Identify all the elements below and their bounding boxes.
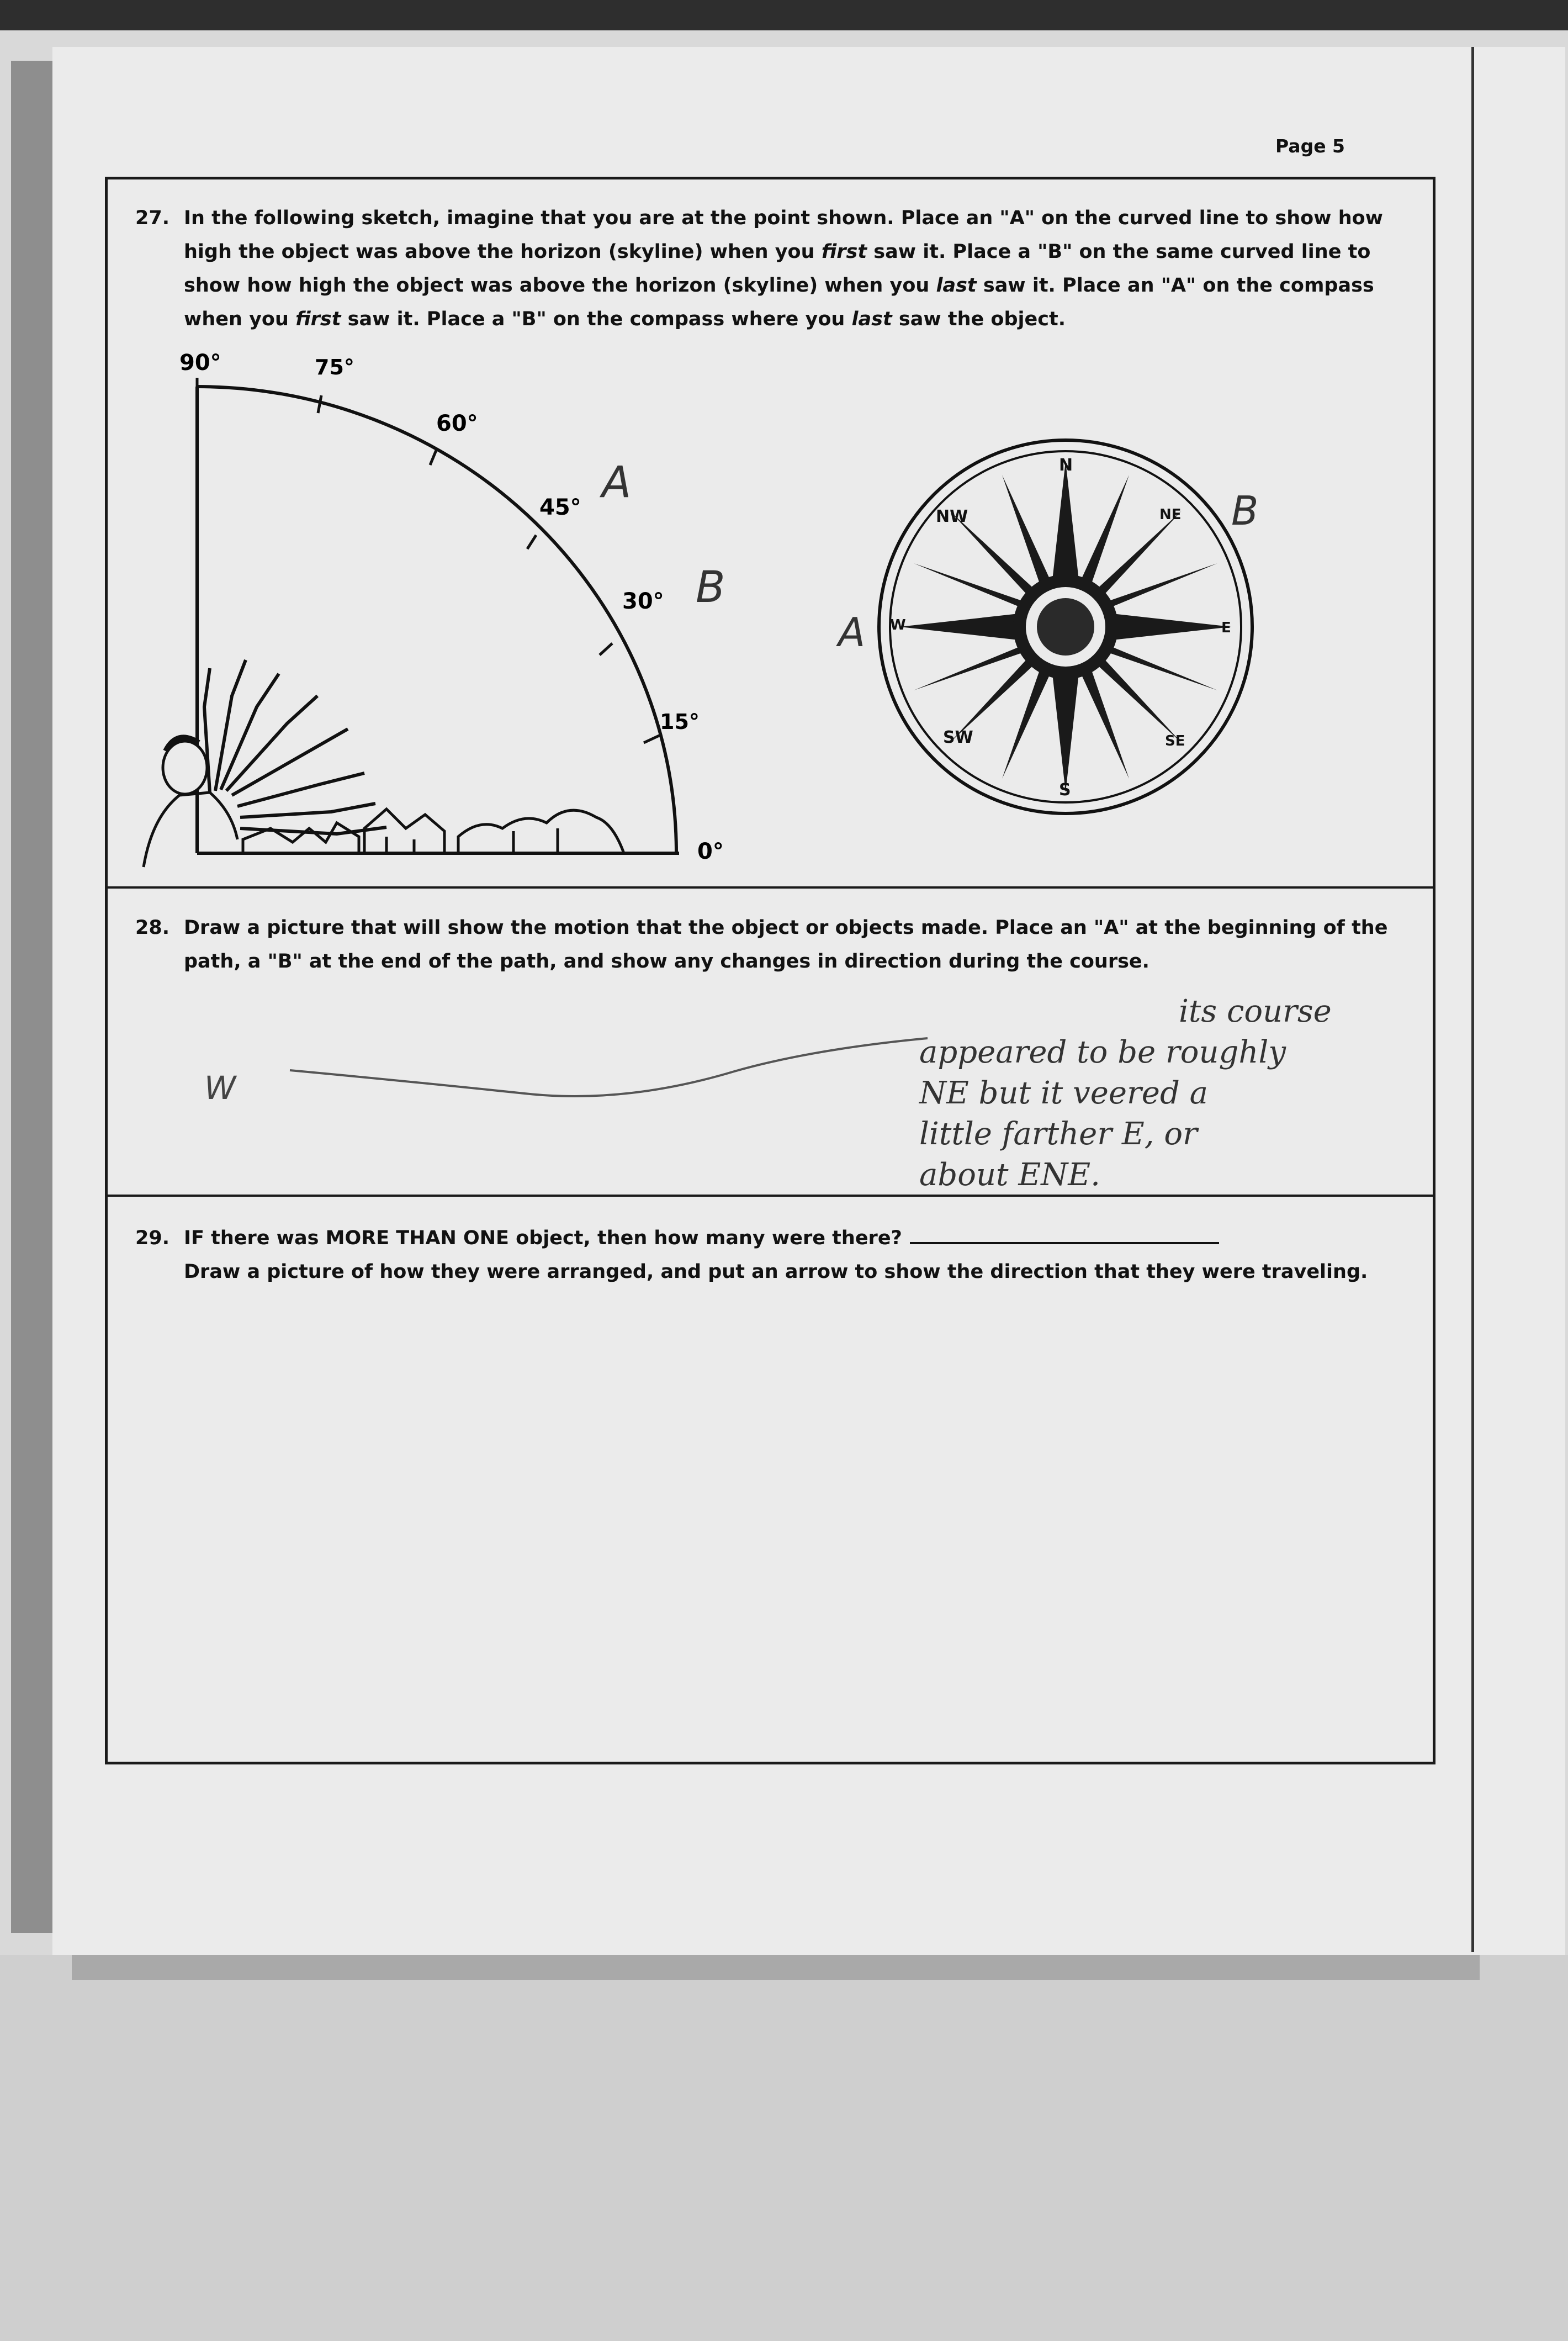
q27-number: 27. bbox=[135, 207, 170, 229]
divider-q27-q28 bbox=[105, 886, 1435, 889]
q28-text bbox=[184, 911, 1421, 979]
compass-label-sw: SW bbox=[943, 728, 973, 747]
handwritten-arc-a: A bbox=[602, 458, 632, 508]
angle-label-60: 60° bbox=[436, 411, 478, 436]
q27-line-2-a: high the object was above the horizon (skyline) when you bbox=[184, 241, 822, 263]
q28-line-1: Draw a picture that will show the motion that the object or objects made. Place an "A" at the beginning of the bbox=[184, 917, 1388, 939]
handwritten-motion-path bbox=[193, 1011, 966, 1121]
note-line-2: appeared to be roughly bbox=[919, 1034, 1286, 1070]
note-line-3: NE but it veered a bbox=[919, 1075, 1208, 1111]
compass-label-nw: NW bbox=[936, 507, 968, 526]
handwritten-compass-b: B bbox=[1231, 488, 1259, 534]
compass-label-ne: NE bbox=[1159, 506, 1182, 523]
q29-line-2: Draw a picture of how they were arranged, and put an arrow to show the direction that they were traveling. bbox=[184, 1261, 1368, 1283]
q27-line-3 bbox=[184, 269, 1421, 303]
q29-line-1-text: IF there was MORE THAN ONE object, then how many were there? bbox=[184, 1227, 902, 1249]
compass-hub-center bbox=[1037, 598, 1094, 656]
scan-top-border bbox=[0, 0, 1568, 30]
scan-left-shadow bbox=[11, 61, 52, 1933]
q27-line-4-e: saw the object. bbox=[892, 308, 1066, 330]
note-line-4: little farther E, or bbox=[919, 1116, 1198, 1152]
handwritten-w-label: W bbox=[204, 1069, 236, 1107]
compass-label-s: S bbox=[1059, 780, 1071, 800]
q27-line-4-c: saw it. Place a "B" on the compass where you bbox=[341, 308, 852, 330]
compass-label-n: N bbox=[1059, 456, 1073, 475]
q27-line-2-c: saw it. Place a "B" on the same curved line to bbox=[867, 241, 1371, 263]
q27-line-4 bbox=[184, 303, 1421, 336]
page-number: Page 5 bbox=[1275, 135, 1345, 157]
elevation-sketch bbox=[127, 342, 762, 873]
q27-line-4-b: first bbox=[295, 308, 341, 330]
q27-line-3-b: last bbox=[936, 274, 977, 297]
q29-drawing-area[interactable] bbox=[110, 1314, 1427, 1751]
q27-line-4-a: when you bbox=[184, 308, 296, 330]
compass-rose bbox=[828, 431, 1292, 828]
observer-figure bbox=[144, 660, 386, 867]
scan-bottom-area bbox=[0, 1955, 1568, 2341]
handwritten-compass-a: A bbox=[838, 609, 866, 656]
q27-line-1: In the following sketch, imagine that you are at the point shown. Place an "A" on the curved line to show how bbox=[184, 207, 1383, 229]
scan-bottom-shadow bbox=[72, 1955, 1480, 1980]
page-edge-line bbox=[1471, 47, 1474, 1952]
angle-label-15: 15° bbox=[660, 710, 700, 734]
handwritten-arc-b: B bbox=[696, 563, 725, 612]
angle-label-45: 45° bbox=[539, 495, 581, 520]
q27-line-2-b: first bbox=[821, 241, 867, 263]
q29-text bbox=[184, 1222, 1421, 1289]
angle-label-30: 30° bbox=[622, 589, 664, 614]
q29-line-1 bbox=[184, 1222, 1421, 1255]
elevation-arc bbox=[197, 387, 676, 853]
compass-label-se: SE bbox=[1165, 733, 1185, 749]
compass-label-w: W bbox=[890, 617, 906, 633]
handwritten-course-note bbox=[919, 991, 1416, 1196]
compass-label-e: E bbox=[1221, 620, 1231, 636]
angle-label-0: 0° bbox=[697, 839, 724, 864]
q28-line-2: path, a "B" at the end of the path, and show any changes in direction during the course. bbox=[184, 950, 1149, 973]
q27-line-3-a: show how high the object was above the horizon (skyline) when you bbox=[184, 274, 936, 297]
q27-line-2 bbox=[184, 235, 1421, 269]
object-count-blank[interactable] bbox=[910, 1242, 1219, 1244]
angle-label-90: 90° bbox=[179, 350, 221, 376]
q27-line-4-d: last bbox=[851, 308, 892, 330]
q28-number: 28. bbox=[135, 917, 170, 939]
arc-ticks bbox=[197, 378, 660, 743]
angle-label-75: 75° bbox=[315, 355, 354, 379]
note-line-5: about ENE. bbox=[919, 1157, 1100, 1193]
q27-text bbox=[184, 202, 1421, 336]
motion-path-line bbox=[290, 1038, 928, 1096]
q27-line-3-c: saw it. Place an "A" on the compass bbox=[976, 274, 1374, 297]
q29-number: 29. bbox=[135, 1227, 170, 1249]
note-line-1: its course bbox=[1179, 994, 1332, 1029]
